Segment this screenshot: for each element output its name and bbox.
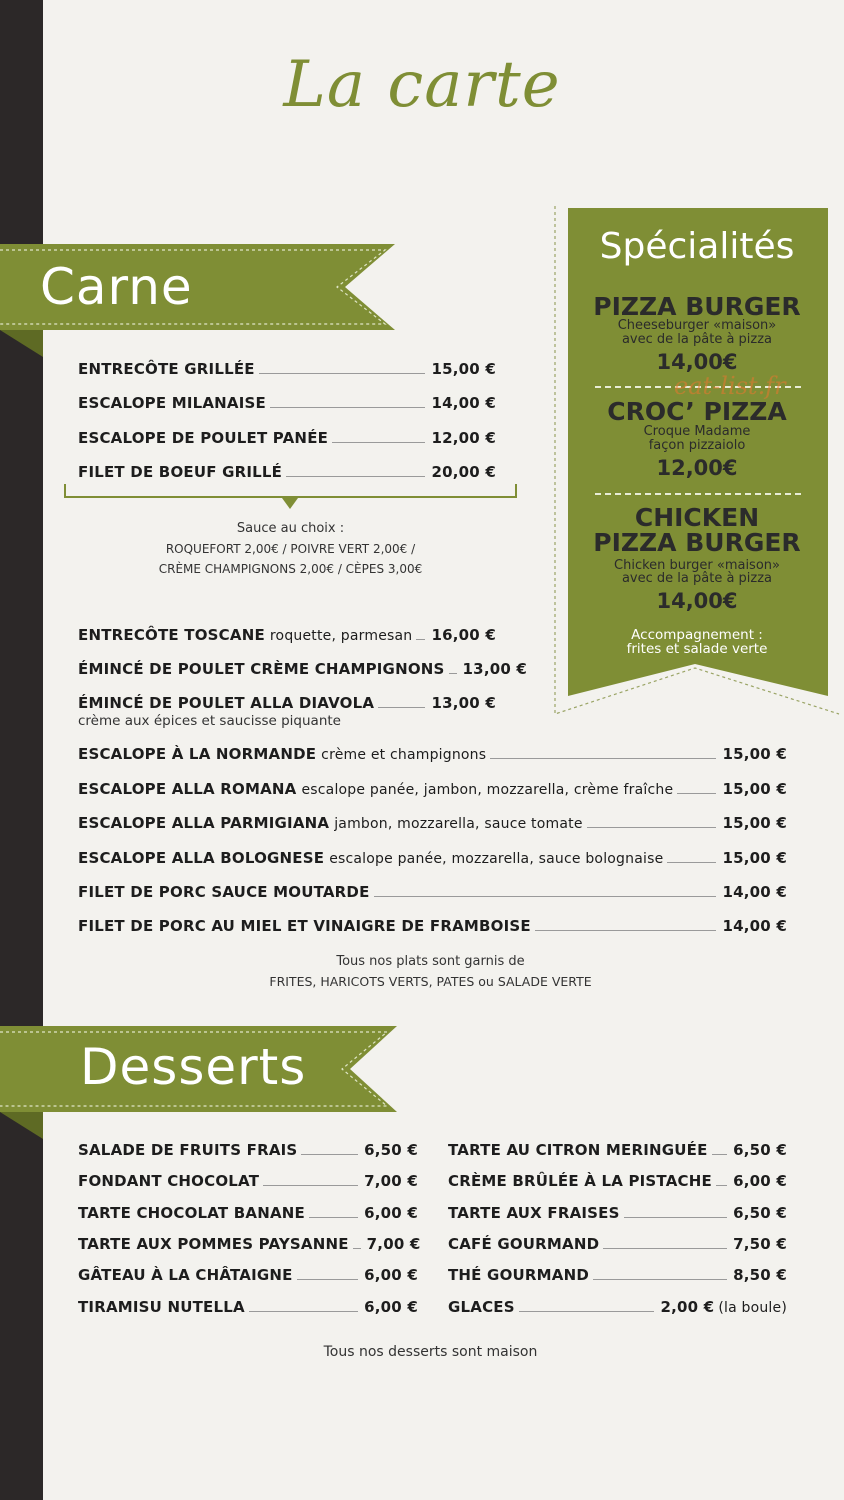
menu-item-row [78, 360, 496, 378]
dotted-leader [309, 1217, 358, 1218]
spec-item-desc: Chicken burger «maison» [614, 558, 780, 573]
spec-accomp-label: Accompagnement : [631, 627, 763, 643]
item-name: FILET DE BOEUF GRILLÉ [78, 463, 283, 481]
sauce-bracket [64, 484, 517, 498]
menu-item-row [78, 849, 787, 867]
dessert-row [78, 1266, 418, 1284]
item-name: CAFÉ GOURMAND [448, 1235, 600, 1253]
item-price: 16,00 € [431, 626, 496, 644]
dotted-leader [353, 1248, 361, 1249]
dotted-leader [374, 896, 717, 897]
left-dark-band [0, 0, 43, 1500]
sauce-note-line: Sauce au choix : [236, 521, 345, 536]
item-name: ENTRECÔTE TOSCANE [78, 626, 265, 644]
dotted-leader [593, 1279, 727, 1280]
item-price: 15,00 € [722, 745, 787, 763]
item-name: ESCALOPE MILANAISE [78, 394, 266, 412]
spec-item-price: 12,00€ [656, 456, 738, 480]
menu-item-row [78, 694, 496, 712]
item-name: ESCALOPE ALLA BOLOGNESE [78, 849, 325, 867]
item-price: 2,00 € [660, 1298, 715, 1316]
dotted-leader [263, 1185, 358, 1186]
dotted-leader [587, 827, 717, 828]
item-price: 14,00 € [722, 883, 787, 901]
item-price: 20,00 € [431, 463, 496, 481]
item-price: 14,00 € [722, 917, 787, 935]
sauce-note-line: ROQUEFORT 2,00€ / POIVRE VERT 2,00€ / [165, 542, 416, 556]
garnish-note [64, 952, 797, 992]
garnish-note-line: Tous nos plats sont garnis de [336, 954, 525, 969]
item-description: crème et champignons [321, 747, 487, 763]
item-price: 14,00 € [431, 394, 496, 412]
dessert-row [448, 1235, 787, 1253]
dotted-leader [603, 1248, 727, 1249]
item-description: escalope panée, mozzarella, sauce bolognaise [329, 851, 664, 867]
price-unit: (la boule) [718, 1300, 787, 1316]
item-name: ESCALOPE DE POULET PANÉE [78, 429, 329, 447]
item-name: GLACES [448, 1298, 515, 1316]
item-price: 6,00 € [364, 1266, 418, 1284]
sauce-note [64, 519, 517, 579]
dotted-leader [624, 1217, 728, 1218]
item-price: 13,00 € [462, 660, 528, 678]
spec-item-name: CROC’ PIZZA [607, 397, 787, 426]
desserts-heading: Desserts [80, 1038, 307, 1096]
dessert-row [78, 1172, 418, 1190]
spec-item-price: 14,00€ [656, 589, 738, 613]
item-price: 6,00 € [733, 1172, 787, 1190]
dessert-row [448, 1266, 787, 1284]
spec-item-desc: Cheeseburger «maison» [617, 318, 777, 333]
item-price: 6,00 € [364, 1298, 418, 1316]
item-price: 7,50 € [733, 1235, 787, 1253]
spec-item-name: PIZZA BURGER [593, 292, 801, 321]
dotted-leader [519, 1311, 655, 1312]
dotted-leader [490, 758, 716, 759]
desserts-banner [0, 1026, 400, 1136]
menu-item-row [78, 745, 787, 763]
item-name: ENTRECÔTE GRILLÉE [78, 360, 255, 378]
carne-heading: Carne [40, 258, 193, 316]
dotted-leader [259, 373, 426, 374]
item-description: jambon, mozzarella, sauce tomate [334, 816, 583, 832]
watermark-text: eat-list.fr [674, 372, 786, 400]
item-price: 8,50 € [733, 1266, 787, 1284]
item-price: 6,50 € [364, 1141, 418, 1159]
item-description: roquette, parmesan [269, 628, 413, 644]
dotted-leader [535, 930, 717, 931]
specialites-panel [553, 206, 841, 718]
item-price: 15,00 € [722, 780, 787, 798]
specialites-heading: Spécialités [599, 226, 795, 267]
item-price: 15,00 € [722, 849, 787, 867]
item-price: 6,50 € [733, 1204, 787, 1222]
menu-item-row [78, 394, 496, 412]
dotted-leader [677, 793, 716, 794]
dessert-row [78, 1298, 418, 1316]
item-price: 7,00 € [366, 1235, 421, 1253]
dotted-leader [332, 442, 425, 443]
dotted-leader [449, 673, 457, 674]
dessert-row [78, 1204, 418, 1222]
page-title: La carte [283, 48, 561, 122]
spec-separator [595, 493, 801, 495]
spec-item-desc: façon pizzaiolo [648, 438, 746, 453]
item-subdescription: crème aux épices et saucisse piquante [78, 713, 341, 729]
item-name: TARTE CHOCOLAT BANANE [78, 1204, 305, 1222]
dessert-row [448, 1141, 787, 1159]
item-name: FILET DE PORC AU MIEL ET VINAIGRE DE FRAMBOISE [78, 917, 531, 935]
item-name: ESCALOPE ALLA ROMANA [78, 780, 297, 798]
item-name: TARTE AUX FRAISES [448, 1204, 620, 1222]
item-price: 6,00 € [364, 1204, 418, 1222]
item-name: TARTE AUX POMMES PAYSANNE [78, 1235, 349, 1253]
menu-item-row [78, 883, 787, 901]
dotted-leader [416, 639, 425, 640]
dessert-row [78, 1235, 421, 1253]
dotted-leader [378, 707, 425, 708]
item-name: TARTE AU CITRON MERINGUÉE [448, 1141, 708, 1159]
item-description: escalope panée, jambon, mozzarella, crème fraîche [301, 782, 674, 798]
item-name: THÉ GOURMAND [448, 1266, 589, 1284]
item-price: 7,00 € [364, 1172, 418, 1190]
dotted-leader [301, 1154, 358, 1155]
spec-item-name: CHICKEN [634, 503, 760, 532]
item-name: FILET DE PORC SAUCE MOUTARDE [78, 883, 370, 901]
dotted-leader [249, 1311, 358, 1312]
menu-item-row [78, 626, 496, 644]
spec-item-desc: avec de la pâte à pizza [621, 332, 773, 347]
item-name: ÉMINCÉ DE POULET ALLA DIAVOLA [78, 694, 375, 712]
carne-banner [0, 244, 400, 354]
desserts-note: Tous nos desserts sont maison [323, 1344, 538, 1360]
bracket-arrow-icon [282, 498, 298, 509]
item-name: SALADE DE FRUITS FRAIS [78, 1141, 298, 1159]
menu-item-row [78, 814, 787, 832]
sauce-note-line: CRÈME CHAMPIGNONS 2,00€ / CÈPES 3,00€ [158, 562, 423, 576]
item-name: ÉMINCÉ DE POULET CRÈME CHAMPIGNONS [78, 660, 445, 678]
dotted-leader [712, 1154, 728, 1155]
item-name: ESCALOPE À LA NORMANDE [78, 745, 317, 763]
spec-item-price: 14,00€ [656, 350, 738, 374]
dessert-row [78, 1141, 418, 1159]
menu-item-row [78, 660, 528, 678]
item-name: CRÈME BRÛLÉE À LA PISTACHE [448, 1172, 712, 1190]
item-price: 15,00 € [722, 814, 787, 832]
item-price: 15,00 € [431, 360, 496, 378]
dotted-leader [716, 1185, 727, 1186]
item-name: FONDANT CHOCOLAT [78, 1172, 260, 1190]
dotted-leader [667, 862, 716, 863]
dessert-row [448, 1204, 787, 1222]
item-name: GÂTEAU À LA CHÂTAIGNE [78, 1266, 293, 1284]
dotted-leader [270, 407, 426, 408]
item-price: 13,00 € [431, 694, 496, 712]
spec-item-desc: Croque Madame [643, 424, 751, 439]
dotted-leader [297, 1279, 359, 1280]
dessert-row [448, 1172, 787, 1190]
spec-item-name: PIZZA BURGER [593, 528, 801, 557]
item-name: ESCALOPE ALLA PARMIGIANA [78, 814, 330, 832]
menu-item-row [78, 780, 787, 798]
dessert-row [448, 1298, 787, 1316]
item-price: 6,50 € [733, 1141, 787, 1159]
spec-item-desc: avec de la pâte à pizza [621, 571, 773, 586]
item-price: 12,00 € [431, 429, 496, 447]
menu-item-row [78, 917, 787, 935]
garnish-note-line: FRITES, HARICOTS VERTS, PATES ou SALADE VERTE [269, 974, 592, 989]
spec-accomp-text: frites et salade verte [626, 641, 768, 657]
dotted-leader [286, 476, 425, 477]
menu-item-row [78, 429, 496, 447]
menu-item-row [78, 463, 496, 481]
item-name: TIRAMISU NUTELLA [78, 1298, 245, 1316]
